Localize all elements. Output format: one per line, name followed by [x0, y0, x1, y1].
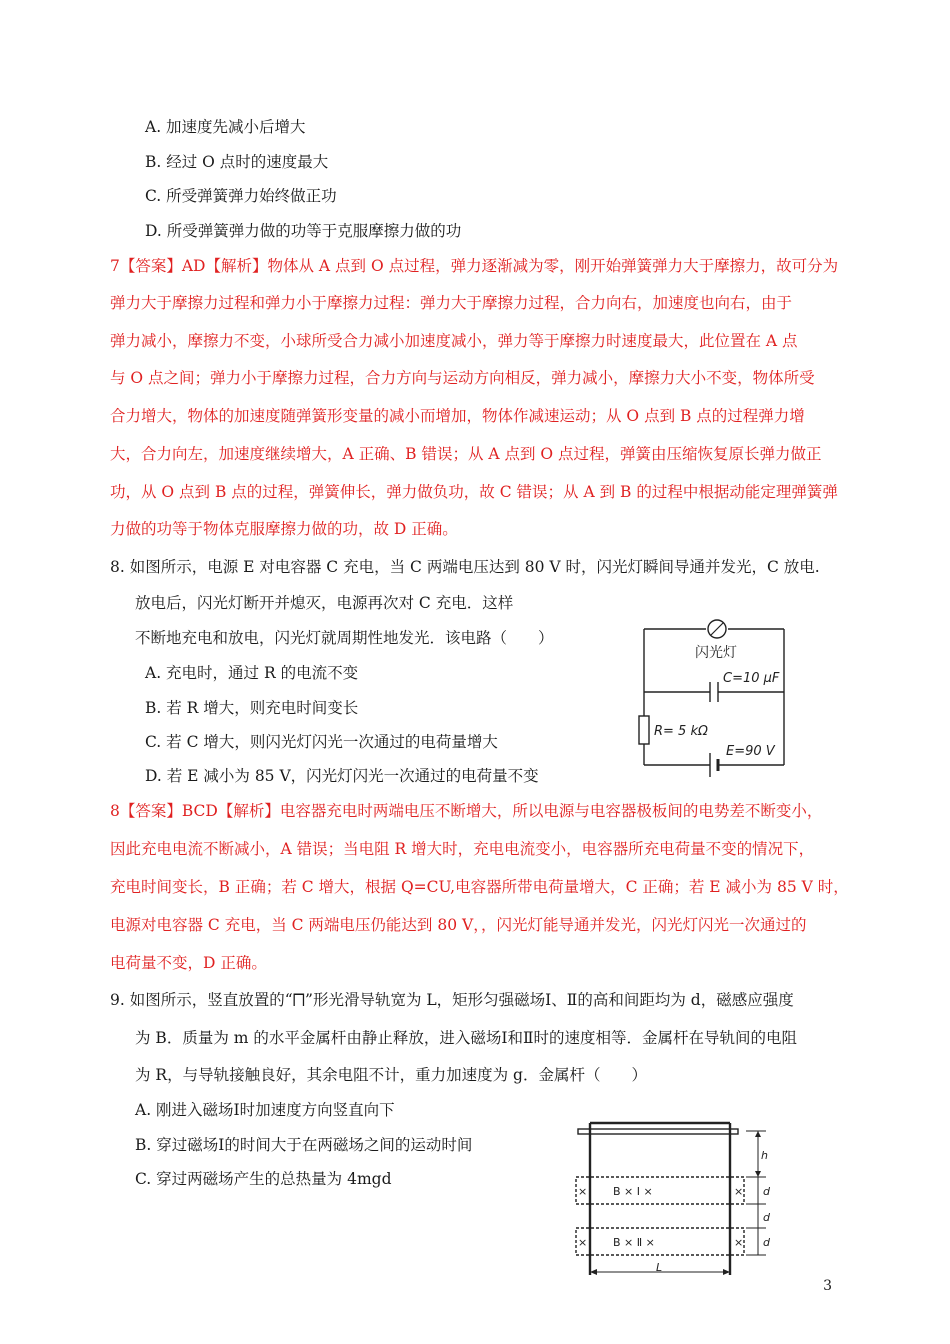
- field-1-cross-left: ×: [578, 1185, 588, 1198]
- q7-answer-line-7: 功，从 O 点到 B 点的过程，弹簧伸长，弹力做负功，故 C 错误；从 A 到 B 的过程中根据动能定理弹簧弹: [110, 483, 838, 501]
- q8-option-d: D. 若 E 减小为 85 V，闪光灯闪光一次通过的电荷量不变: [145, 767, 539, 785]
- rail-field-figure: [570, 1115, 785, 1280]
- q7-option-c: C. 所受弹簧弹力始终做正功: [145, 187, 337, 205]
- q9-option-c: C. 穿过两磁场产生的总热量为 4mgd: [135, 1170, 392, 1188]
- q8-option-b: B. 若 R 增大，则充电时间变长: [145, 699, 359, 717]
- q8-option-c: C. 若 C 增大，则闪光灯闪光一次通过的电荷量增大: [145, 733, 498, 751]
- q9-stem-line-2: 为 B．质量为 m 的水平金属杆由静止释放，进入磁场Ⅰ和Ⅱ时的速度相等．金属杆在导轨间的电阻: [135, 1029, 798, 1047]
- h-label: h: [761, 1149, 768, 1162]
- field-1-cross-right: ×: [734, 1185, 744, 1198]
- q7-answer-line-6: 大，合力向左，加速度继续增大，A 正确、B 错误；从 A 点到 O 点过程，弹簧由压缩恢复原长弹力做正: [110, 445, 822, 463]
- resistor-label: R= 5 kΩ: [654, 724, 708, 739]
- q8-answer-line-1: 8【答案】BCD【解析】电容器充电时两端电压不断增大，所以电源与电容器极板间的电势差不断变小，: [110, 802, 823, 820]
- field-1-label: B × Ⅰ ×: [613, 1185, 653, 1198]
- page-number: 3: [823, 1278, 832, 1294]
- capacitor-label: C=10 μF: [723, 671, 780, 686]
- q8-answer-line-4: 电源对电容器 C 充电，当 C 两端电压仍能达到 80 V，，闪光灯能导通并发光，闪光灯闪光一次通过的: [110, 916, 807, 934]
- lamp-label: 闪光灯: [695, 645, 737, 661]
- q7-answer-line-5: 合力增大，物体的加速度随弹簧形变量的减小而增加，物体作减速运动；从 O 点到 B 点的过程弹力增: [110, 407, 805, 425]
- field-2-label: B × Ⅱ ×: [613, 1236, 655, 1249]
- q9-option-a: A. 刚进入磁场Ⅰ时加速度方向竖直向下: [135, 1101, 395, 1119]
- q8-stem-line-2: 放电后，闪光灯断开并熄灭，电源再次对 C 充电．这样: [135, 594, 514, 612]
- q8-stem-line-3: 不断地充电和放电，闪光灯就周期性地发光．该电路（ ）: [135, 629, 554, 647]
- width-label: L: [656, 1261, 663, 1274]
- q8-answer-line-5: 电荷量不变，D 正确。: [110, 954, 267, 972]
- d-label-3: d: [763, 1236, 770, 1249]
- field-2-cross-right: ×: [734, 1236, 744, 1249]
- q8-answer-line-3: 充电时间变长，B 正确；若 C 增大，根据 Q=CU,电容器所带电荷量增大，C 正确；若 E 减小为 85 V 时，: [110, 878, 849, 896]
- d-label-1: d: [763, 1185, 770, 1198]
- q7-answer-line-3: 弹力减小，摩擦力不变，小球所受合力减小加速度减小，弹力等于摩擦力时速度最大，此位置在 A 点: [110, 332, 798, 350]
- lamp-icon: [708, 620, 726, 638]
- field-2-cross-left: ×: [578, 1236, 588, 1249]
- source-label: E=90 V: [726, 744, 775, 759]
- q7-answer-line-1: 7【答案】AD【解析】物体从 A 点到 O 点过程，弹力逐渐减为零，刚开始弹簧弹力大于摩擦力，故可分为: [110, 257, 839, 275]
- d-label-2: d: [763, 1211, 770, 1224]
- q9-stem-line-1: 9. 如图所示，竖直放置的“⨅”形光滑导轨宽为 L，矩形匀强磁场Ⅰ、Ⅱ的高和间距均为 d，磁感应强度: [110, 991, 794, 1009]
- q7-option-d: D. 所受弹簧弹力做的功等于克服摩擦力做的功: [145, 222, 462, 240]
- circuit-figure: [630, 615, 800, 785]
- q7-option-a: A. 加速度先减小后增大: [145, 118, 306, 136]
- q8-option-a: A. 充电时，通过 R 的电流不变: [145, 664, 359, 682]
- q7-answer-line-4: 与 O 点之间；弹力小于摩擦力过程，合力方向与运动方向相反，弹力减小，摩擦力大小不变，物体所受: [110, 369, 815, 387]
- q9-stem-line-3: 为 R，与导轨接触良好，其余电阻不计，重力加速度为 g．金属杆（ ）: [135, 1066, 647, 1084]
- q8-answer-line-2: 因此充电电流不断减小，A 错误；当电阻 R 增大时，充电电流变小，电容器所充电荷量不变的情况下，: [110, 840, 815, 858]
- q7-option-b: B. 经过 O 点时的速度最大: [145, 153, 329, 171]
- q8-stem-line-1: 8. 如图所示，电源 E 对电容器 C 充电，当 C 两端电压达到 80 V 时，闪光灯瞬间导通并发光，C 放电.: [110, 558, 820, 576]
- q7-answer-line-8: 力做的功等于物体克服摩擦力做的功，故 D 正确。: [110, 520, 458, 538]
- q7-answer-line-2: 弹力大于摩擦力过程和弹力小于摩擦力过程：弹力大于摩擦力过程，合力向右，加速度也向右，由于: [110, 294, 793, 312]
- q9-option-b: B. 穿过磁场Ⅰ的时间大于在两磁场之间的运动时间: [135, 1136, 473, 1154]
